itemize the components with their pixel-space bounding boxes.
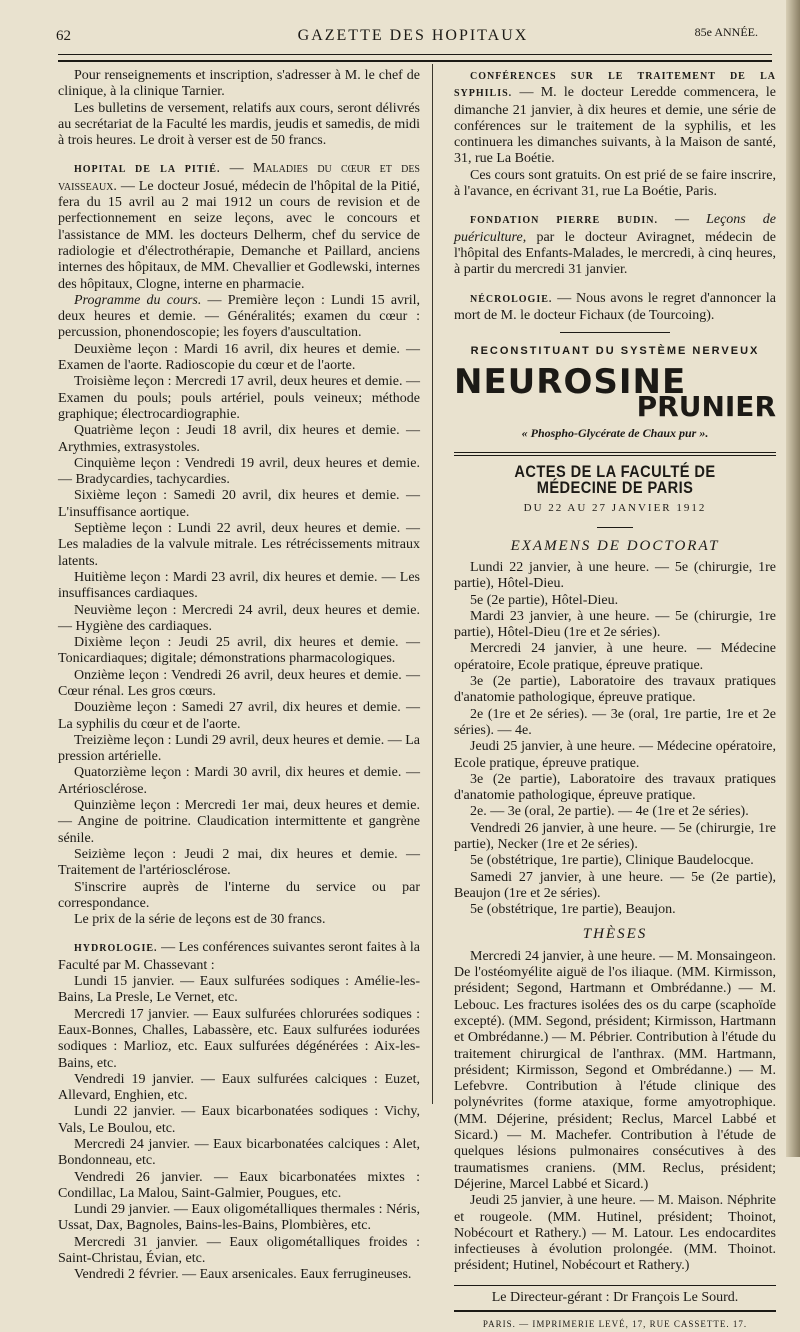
signature-rule-bottom — [454, 1310, 776, 1312]
hydro-item: Vendredi 2 février. — Eaux arsenicales. Eaux ferrugineuses. — [74, 1267, 412, 1283]
exam-item: Mardi 23 janvier, à une heure. — 5e (chirurgie, 1re partie), Hôtel-Dieu (1re et 2e séries). — [454, 608, 776, 641]
lesson-item: Deuxième leçon : Mardi 16 avril, dix heures et demie. — Examen de l'aorte. Radioscopie du cœur et de l'aorte. — [58, 341, 420, 374]
ad-product-name: NEUROSINE — [454, 362, 687, 403]
section-title: — Maladies du cœur et des vaisseaux. — [58, 161, 420, 194]
section-dash: — — [657, 212, 707, 228]
section-text: — Nous avons le regret d'annoncer la mort de M. le docteur Fichaux (de Tourcoing). — [454, 290, 776, 323]
lesson-item: Neuvième leçon : Mercredi 24 avril, deux heures et demie. — Hygiène des cardiaques. — [58, 602, 420, 634]
examens-title: EXAMENS DE DOCTORAT — [510, 537, 720, 554]
short-rule — [597, 527, 633, 528]
hydro-item: Lundi 29 janvier. — Eaux oligométalliques thermales : Néris, Ussat, Dax, Bagnoles, Bains-les-Bains, Plombières, etc. — [58, 1202, 420, 1234]
lesson-item: Huitième leçon : Mardi 23 avril, dix heures et demie. — Les insuffisances cardiaques. — [58, 569, 420, 602]
exam-item: Vendredi 26 janvier, à une heure. — 5e (chirurgie, 1re partie), Necker (1re et 2e séries). — [454, 820, 776, 852]
paragraph: Pour renseignements et inscription, s'adresser à M. le chef de clinique, à la clinique Tarnier. — [58, 68, 420, 100]
section-text: — Les conférences suivantes seront faites à la Faculté par M. Chassevant : — [58, 940, 420, 973]
column-divider — [432, 64, 433, 1104]
pitie-notice — [58, 161, 420, 292]
section-label: NÉCROLOGIE. — [470, 293, 553, 305]
ad-brand-name: PRUNIER — [636, 390, 776, 424]
left-column — [58, 68, 420, 1284]
lesson-item: Treizième leçon : Lundi 29 avril, deux heures et demie. — La pression artérielle. — [58, 732, 420, 765]
lesson-item: Sixième leçon : Samedi 20 avril, dix heures et demie. — L'insuffisance aortique. — [58, 488, 420, 520]
lesson-item: Quatrième leçon : Jeudi 18 avril, dix heures et demie. — Arythmies, extrasystoles. — [58, 423, 420, 455]
section-text: , par le docteur Aviragnet, médecin de l'hôpital des Enfants-Malades, le mercredi, à cinq heures, à partir du mercredi 31 janvier. — [454, 229, 776, 278]
hydro-item: Lundi 22 janvier. — Eaux bicarbonatées sodiques : Vichy, Vals, Le Boulou, etc. — [58, 1104, 420, 1136]
exam-item: Samedi 27 janvier, à une heure. — 5e (2e partie), Beaujon (1re et 2e séries). — [454, 869, 776, 901]
page-header — [56, 24, 770, 48]
these-item: Mercredi 24 janvier, à une heure. — M. Monsaingeon. De l'ostéomyélite aiguë de l'os iliaque. (MM. Kirmisson, président; Segond, Hartmann et Ombrédanne.) — M. Lebouc. Les fractures isolées des os du carpe (scaphoïde excepté). (MM. Segond, président; Kirmisson, Hartmann et Ombrédanne.) — M. Pébrier. Contribution à l'étude du traitement chirurgical de l'anthrax. (MM. Hartmann, président; Kirmisson, Segond et Ombrédanne.) — M. Lefebvre. Contribution à l'étude clinique des polynévrites (forme ataxique, forme amyotrophique. (MM. Déjerine, président; Reclus, Marcel Labbé et Sicard.) — M. Machefer. Contribution à l'étude de quelques lésions pulmonaires consécutives à des traumatismes craniens. (MM. Reclus, président; Déjerine, Marcel Labbé et Sicard.) — [454, 948, 776, 1192]
section-title: Leçons de puériculture — [454, 212, 776, 245]
necrologie-notice — [454, 291, 776, 325]
exam-item: 3e (2e partie), Laboratoire des travaux pratiques d'anatomie pathologique, épreuve pratique. — [454, 674, 776, 706]
hydro-item: Lundi 15 janvier. — Eaux sulfurées sodiques : Amélie-les-Bains, La Presle, Le Vernet, etc. — [58, 974, 420, 1006]
conferences-notice — [454, 68, 776, 168]
ad-rule — [560, 332, 670, 333]
paragraph: Ces cours sont gratuits. On est prié de se faire inscrire, à l'avance, en écrivant 31, rue La Boétie, Paris. — [454, 167, 776, 200]
hydrologie-notice — [58, 940, 420, 974]
page-edge-shadow — [786, 0, 800, 1157]
page-number: 62 — [56, 28, 71, 44]
exam-item: Lundi 22 janvier, à une heure. — 5e (chirurgie, 1re partie), Hôtel-Dieu. — [454, 559, 776, 592]
right-column — [454, 68, 776, 1332]
hydro-item: Vendredi 19 janvier. — Eaux sulfurées calciques : Euzet, Allevard, Enghien, etc. — [58, 1071, 420, 1104]
hydro-item: Mercredi 24 janvier. — Eaux bicarbonatées calciques : Alet, Bondonneau, etc. — [58, 1137, 420, 1169]
signature-rule-top — [454, 1285, 776, 1286]
acts-dates: DU 22 AU 27 JANVIER 1912 — [523, 502, 707, 515]
signature: Le Directeur-gérant : Dr François Le Sourd. — [491, 1289, 739, 1305]
lesson-item: Onzième leçon : Vendredi 26 avril, deux heures et demie. — Cœur rénal. Les gros cœurs. — [58, 667, 420, 699]
ad-subtitle: « Phospho-Glycérate de Chaux pur ». — [521, 426, 709, 441]
these-item: Jeudi 25 janvier, à une heure. — M. Maison. Néphrite et rougeole. (MM. Hutinel, président; Thoinot, Nobécourt et Rathery.) — M. Latour. Les endocardites infectieuses à évolution prolongée. (MM. Thoinot. président; Hutinel, Nobécourt et Rathery.) — [454, 1193, 776, 1274]
exam-item: Jeudi 25 janvier, à une heure. — Médecine opératoire, Ecole pratique, épreuve pratique. — [454, 739, 776, 771]
lesson-item: Cinquième leçon : Vendredi 19 avril, deux heures et demie. — Bradycardies, tachycardies. — [58, 455, 420, 488]
hydro-item: Mercredi 17 janvier. — Eaux sulfurées chlorurées sodiques : Eaux-Bonnes, Challes, Labassère, etc. Eaux sulfurées iodurées sodiques : Marlioz, etc. Eaux sulfurées dégénérées : Aix-les-Bains, etc. — [58, 1006, 420, 1071]
section-text: — Le docteur Josué, médecin de l'hôpital de la Pitié, fera du 15 avril au 2 mai 1912 un cours de revision et de perfectionnement en seize leçons, avec le concours et l'assistance de MM. les docteurs Delherm, chef du service de radiologie et d'électrothérapie, Demanche et Paillard, anciens internes des hôpitaux, de MM. Chevallier et Godlewski, internes des hôpitaux, Clogne, interne en pharmacie. — [58, 178, 420, 292]
section-label: HYDROLOGIE. — [74, 943, 158, 955]
acts-title: ACTES DE LA FACULTÉ DE MÉDECINE DE PARIS — [514, 461, 716, 498]
section-label: HOPITAL DE LA PITIÉ. — [74, 164, 221, 176]
lesson-item: Douzième leçon : Samedi 27 avril, dix heures et demie. — La syphilis du cœur et de l'aorte. — [58, 700, 420, 732]
exam-item: 3e (2e partie), Laboratoire des travaux pratiques d'anatomie pathologique, épreuve pratique. — [454, 771, 776, 804]
exam-item: 5e (2e partie), Hôtel-Dieu. — [470, 592, 619, 608]
programme-label: Programme du cours. — [74, 292, 202, 308]
exam-item: 2e. — 3e (oral, 2e partie). — 4e (1re et 2e séries). — [470, 804, 749, 820]
exam-item: 5e (obstétrique, 1re partie), Clinique Baudelocque. — [470, 853, 754, 869]
lesson-item: Quinzième leçon : Mercredi 1er mai, deux heures et demie. — Angine de poitrine. Claudication intermittente et gangrène sénile. — [58, 798, 420, 846]
lesson-item: Septième leçon : Lundi 22 avril, deux heures et demie. — Les maladies de la valvule mitrale. Les rétrécissements mitraux latents. — [58, 521, 420, 569]
publication-title: GAZETTE DES HOPITAUX — [297, 27, 529, 44]
lesson-item: Dixième leçon : Jeudi 25 avril, dix heures et demie. — Tonicardiaques; digitale; démonstrations pharmacologiques. — [58, 635, 420, 667]
imprint: PARIS. — IMPRIMERIE LEVÉ, 17, RUE CASSETTE. 17. — [482, 1319, 748, 1329]
lesson-item: Le prix de la série de leçons est de 30 francs. — [74, 912, 326, 928]
theses-title: THÈSES — [582, 926, 648, 943]
section-label: CONFÉRENCES SUR LE TRAITEMENT DE LA SYPHILIS. — [454, 71, 776, 100]
lesson-item: Troisième leçon : Mercredi 17 avril, deux heures et demie. — Examen du pouls; pouls artériel, pouls veineux; méthode graphique; électrocardiographie. — [58, 374, 420, 422]
paragraph: Les bulletins de versement, relatifs aux cours, seront délivrés au secrétariat de la Faculté les mardis, jeudis et samedis, de midi à trois heures. Le droit à verser est de 50 francs. — [58, 100, 420, 149]
programme-paragraph — [58, 293, 420, 342]
exam-item: Mercredi 24 janvier, à une heure. — Médecine opératoire, Ecole pratique, épreuve pratique. — [454, 641, 776, 673]
section-label: FONDATION PIERRE BUDIN. — [470, 215, 658, 227]
exam-item: 5e (obstétrique, 1re partie), Beaujon. — [470, 902, 676, 918]
section-double-rule — [454, 452, 776, 456]
exam-item: 2e (1re et 2e séries). — 3e (oral, 1re partie, 1re et 2e séries). — 4e. — [454, 706, 776, 738]
section-text: — M. le docteur Leredde commencera, le dimanche 21 janvier, à dix heures et demie, une série de conférences sur le traitement de la syphilis, et les continuera les dimanches suivants, à la Maison de santé, 31, rue La Boétie. — [454, 85, 776, 167]
advertisement — [454, 343, 776, 442]
publication-year: 85e ANNÉE. — [694, 25, 758, 39]
header-rule — [58, 54, 772, 62]
hydro-item: Mercredi 31 janvier. — Eaux oligométalliques froides : Saint-Christau, Évian, etc. — [58, 1234, 420, 1267]
lesson-item: Seizième leçon : Jeudi 2 mai, dix heures et demie. — Traitement de l'artériosclérose. — [58, 846, 420, 879]
fondation-notice — [454, 212, 776, 278]
ad-tagline: RECONSTITUANT DU SYSTÈME NERVEUX — [470, 345, 760, 358]
hydro-item: Vendredi 26 janvier. — Eaux bicarbonatées mixtes : Condillac, La Malou, Saint-Galmier, Pougues, etc. — [58, 1169, 420, 1201]
lesson-item: S'inscrire auprès de l'interne du service ou par correspondance. — [58, 879, 420, 911]
lesson-item: Quatorzième leçon : Mardi 30 avril, dix heures et demie. — Artériosclérose. — [58, 765, 420, 797]
programme-text: — Première leçon : Lundi 15 avril, deux heures et demie. — Généralités; examen du cœur : percussion, phonendoscopie; les foyers d'auscultation. — [58, 292, 420, 341]
